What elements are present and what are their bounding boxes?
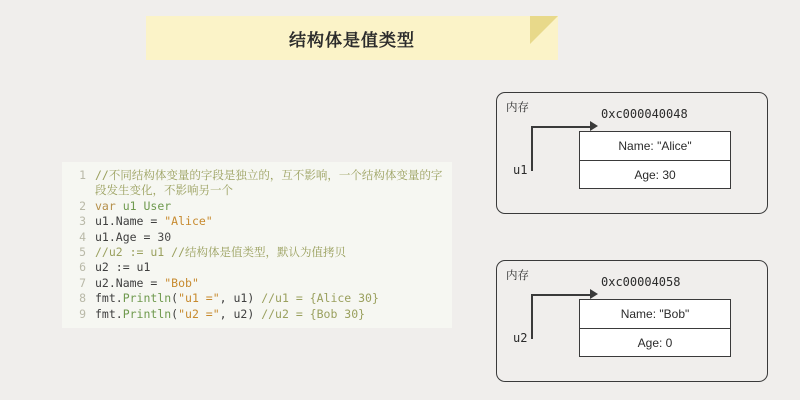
variable-label-u1: u1 [513,163,528,177]
code-line-content [95,307,444,322]
address-label-u1: 0xc000040048 [601,107,688,121]
code-line [66,245,444,260]
code-token: u2 := u1 [95,260,151,275]
code-line-content [95,260,444,275]
memory-panel-u2 [496,260,768,382]
code-token: Println [122,306,172,321]
code-token: "Alice" [164,214,213,229]
address-label-u2: 0xc00004058 [601,275,681,289]
code-line [66,214,444,229]
code-token: var [95,198,123,213]
struct-box-u1 [579,131,731,189]
code-token: u1.Name = [95,214,165,229]
code-token: //u2 := u1 //结构体是值类型，默认为值拷贝 [95,245,347,260]
code-token: //u1 = {Alice 30} [261,291,379,306]
struct-field-row: Name: "Bob" [620,307,690,321]
code-token: //u2 = {Bob 30} [261,306,366,321]
struct-field-row: Age: 0 [580,328,730,356]
code-token: //不同结构体变量的字段是独立的，互不影响，一个结构体变量的字段发生变化，不影响另一个 [95,168,443,198]
code-token: "Bob" [164,275,199,290]
code-line-content [95,214,444,229]
code-line [66,260,444,275]
code-token: Println [122,291,172,306]
code-token: , u2) [219,306,262,321]
code-line [66,307,444,322]
page-title: 结构体是值类型 [289,30,415,50]
memory-panel-label: 内存 [506,270,529,282]
line-number: 7 [79,275,86,290]
code-line [66,199,444,214]
code-token: "u1 =" [178,291,220,306]
code-token: u2.Name = [95,275,165,290]
code-line-content [95,230,444,245]
pointer-arrow-vertical-icon [531,295,533,339]
line-number: 1 [79,168,86,182]
pointer-arrow-horizontal-icon [531,126,591,128]
code-token: ( [171,291,179,306]
code-line-content [95,199,444,214]
code-line [66,276,444,291]
pointer-arrow-horizontal-icon [531,294,591,296]
banner-fold-decoration [530,16,558,44]
pointer-arrow-vertical-icon [531,127,533,171]
line-number: 5 [79,245,86,260]
line-number: 9 [79,306,86,321]
code-token: 30 [157,229,172,244]
code-line-content [95,168,444,199]
code-token: u1.Age = [95,229,158,244]
code-line-content [95,291,444,306]
code-line [66,168,444,199]
pointer-arrow-head-icon [590,121,598,131]
line-number: 4 [79,229,86,244]
memory-panel-label: 内存 [506,102,529,114]
title-banner [146,16,558,60]
variable-label-u2: u2 [513,331,528,345]
code-token: fmt. [95,306,123,321]
struct-box-u2 [579,299,731,357]
pointer-arrow-head-icon [590,289,598,299]
code-token: fmt. [95,291,123,306]
line-number: 2 [79,198,86,213]
line-number: 8 [79,291,86,306]
memory-panel-u1 [496,92,768,214]
code-block [62,162,452,328]
code-token: "u2 =" [178,306,220,321]
code-token: u1 User [122,198,172,213]
code-token: ( [171,306,179,321]
struct-field-row: Name: "Alice" [618,139,692,153]
code-line [66,230,444,245]
code-line-content [95,276,444,291]
struct-field-row: Age: 30 [580,160,730,188]
line-number: 6 [79,260,86,275]
line-number: 3 [79,214,86,229]
code-line-content [95,245,444,260]
code-line [66,291,444,306]
code-token: , u1) [219,291,262,306]
